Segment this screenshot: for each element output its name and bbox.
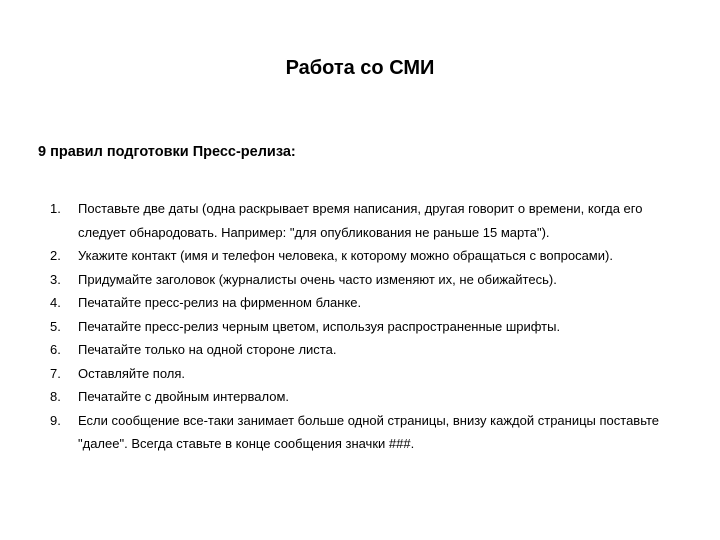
rule-text: Печатайте с двойным интервалом. <box>78 389 290 404</box>
rule-item <box>50 338 690 362</box>
rule-item <box>50 315 690 339</box>
rules-list <box>50 197 690 456</box>
rule-number: 5. <box>50 318 61 334</box>
rule-text: Если сообщение все-таки занимает больше одной страницы, внизу каждой страницы поставьте "далее". Всегда ставьте в конце сообщения значки ###. <box>78 412 660 451</box>
page-title: Работа со СМИ <box>285 57 435 79</box>
rule-item <box>50 291 690 315</box>
rule-number: 9. <box>50 412 61 428</box>
rule-item <box>50 385 690 409</box>
rule-number: 3. <box>50 271 61 287</box>
rule-number: 4. <box>50 295 61 310</box>
rule-number: 7. <box>50 365 61 381</box>
rule-item <box>50 362 690 386</box>
subtitle: 9 правил подготовки Пресс-релиза: <box>38 144 296 160</box>
rule-text: Укажите контакт (имя и телефон человека, к которому можно обращаться с вопросами). <box>78 248 613 263</box>
rule-number: 2. <box>50 248 61 263</box>
rule-number: 1. <box>50 201 61 216</box>
rule-text: Печатайте пресс-релиз черным цветом, используя распространенные шрифты. <box>78 318 561 334</box>
rule-item <box>50 409 690 456</box>
rule-item <box>50 244 690 268</box>
rule-text: Поставьте две даты (одна раскрывает время написания, другая говорит о времени, когда его следует обнародовать. Например: "для опубликования не раньше 15 марта"). <box>78 201 643 240</box>
rule-number: 8. <box>50 389 61 404</box>
rule-text: Печатайте пресс-релиз на фирменном бланке. <box>78 295 362 310</box>
rule-text: Печатайте только на одной стороне листа. <box>78 342 337 357</box>
rule-item <box>50 197 690 244</box>
rule-item <box>50 268 690 292</box>
rule-number: 6. <box>50 342 61 357</box>
rule-text: Оставляйте поля. <box>78 365 186 381</box>
rule-text: Придумайте заголовок (журналисты очень часто изменяют их, не обижайтесь). <box>78 271 557 287</box>
